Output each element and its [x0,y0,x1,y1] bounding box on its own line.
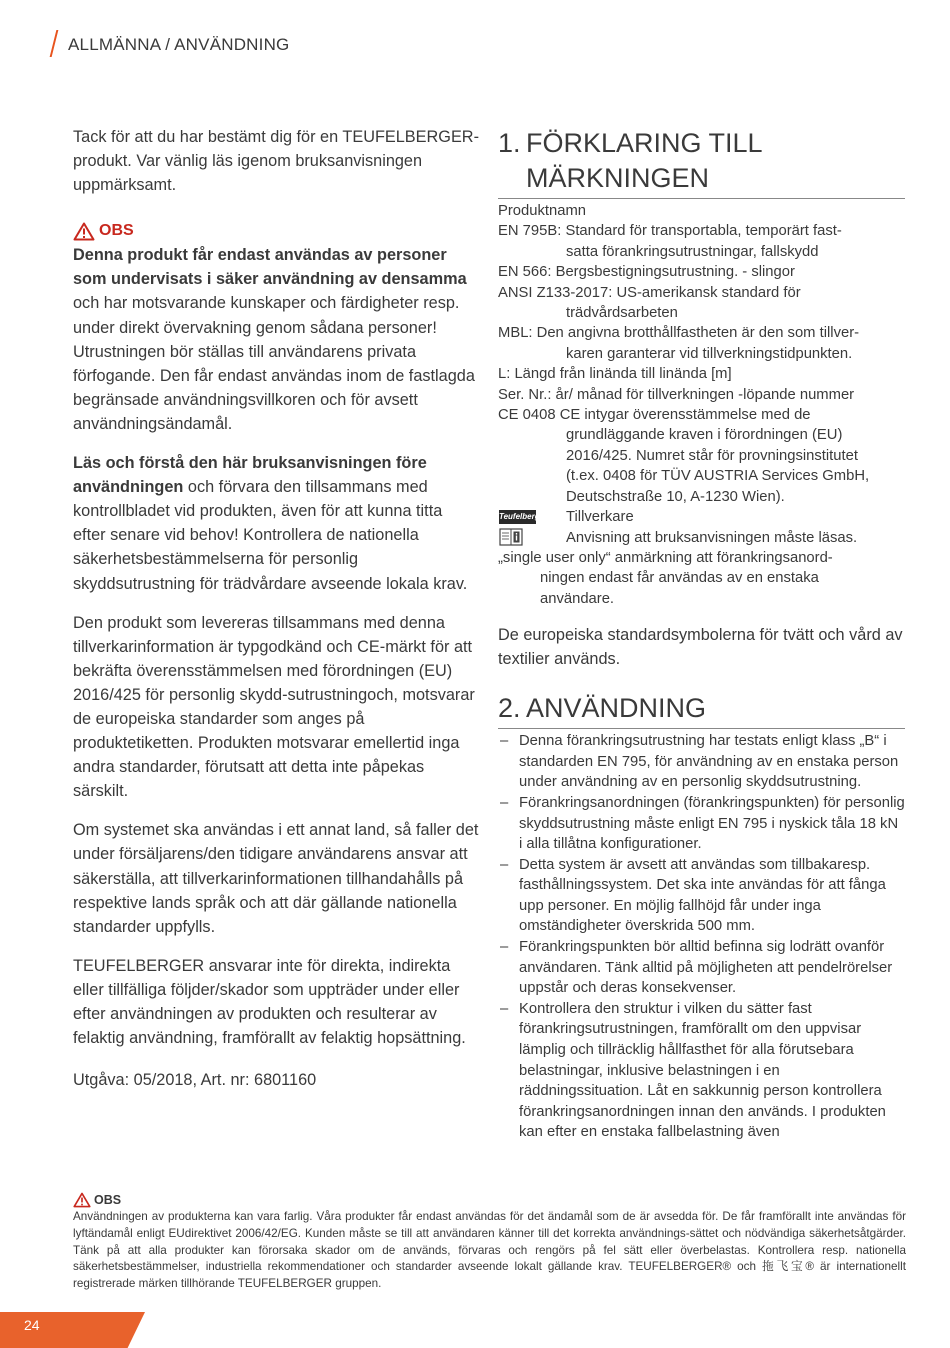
page-number: 24 [24,1317,40,1333]
list-item [498,793,905,855]
list-item [498,937,905,999]
section1-rule [498,198,905,199]
footer-text: Användningen av produkterna kan vara farlig. Våra produkter får endast användas för det ändamål som de är avsedda för. De får framförallt inte användas för lyftändamål enligt EUdirektivet 2006/42/EG. Kunden måste se till att användaren känner till det korrekta användnings-sättet och nödvändiga säkerhetsåtgärder. Tänk på att alla produkter kan förorsaka skador om de används, förvaras och rengörs på fel sätt eller överbelastas. Kontrollera resp. nationella säkerhetsbestämmelser, industriella rekommendationer och standarder avseende lokalt gällande krav. TEUFELBERGER® och 拖飞宝® är internationellt registrerade märken tillhörande TEUFELBERGER gruppen. [73,1210,906,1291]
def-en795b-line2: satta förankringsutrustningar, fallskydd [566,243,819,260]
def-produktnamn: Produktnamn [498,203,587,219]
warning-icon [73,222,95,241]
list-item [498,855,905,937]
obs-label: OBS [99,222,134,240]
section2-heading [498,691,905,726]
def-serial: Ser. Nr.: år/ månad för tillverkningen -löpande nummer [498,386,855,403]
def-en566: EN 566: Bergsbestigningsutrustning. - slingor [498,264,795,281]
warning-icon [73,1192,91,1208]
def-ce-line3: 2016/425. Numret står för provningsinstitutet [566,447,858,464]
usage-item-2: Förankringsanordningen (förankringspunkten) för personlig skyddsutrustning måste enligt EN 795 i nyskick tåla 18 kN i alla tillåtna konfigurationer. [519,794,905,853]
section1-title-line1: FÖRKLARING TILL [526,128,763,158]
footer-obs-label: OBS [94,1193,122,1207]
obs-heading [73,219,479,243]
usage-item-1: Denna förankringsutrustning har testats enligt klass „B“ i standarden EN 795, för användning av en enstaka person under användning av en personlig skyddsutrustning. [519,733,899,791]
liability-paragraph: TEUFELBERGER ansvarar inte för direkta, indirekta eller tillfälliga följder/skador som uppträder under eller efter användningen av produkten och resulterar av felaktig användning, framförallt av felaktig hopsättning. [73,956,466,1048]
def-ce-line2: grundläggande kraven i förordningen (EU) [566,427,843,444]
def-single-line3: användare. [540,590,615,607]
usage-item-3: Detta system är avsett att användas som tillbakaresp. fasthållningssystem. Det ska inte användas för att fånga upp personer. En möjlig fallhöjd får under inga omständigheter överskrida 500 mm. [519,856,886,935]
obs-rest-text: och har motsvarande kunskaper och färdigheter resp. under direkt övervakning genom sådana personer! Utrustningen bör ställas till användarens privata förfogande. Den får endast användas inom de fastlagda begränsade användningsvillkoren och för avsett användningsändamål. [73,294,475,433]
list-dash: – [500,733,509,750]
ce-paragraph: Den produkt som levereras tillsammans med denna tillverkarinformation är typgodkänd och CE-märkt för att bekräfta överensstämmelsen med förordningen (EU) 2016/425 för personlig skydd-sutrustningoch, motsvarar de europeiska standarder som anges på produktetiketten. Produkten motsvarar emellertid inga andra standarder, förutsatt att detta inte påpekas särskilt. [73,613,475,801]
read-paragraph [73,451,479,596]
country-paragraph: Om systemet ska användas i ett annat land, så faller det under försäljarens/den tidigare användarens ansvar att säkerställa, att tillverkarinformationen tillhandahålls på respektive lands språk och att där gällande nationella standarder uppfylls. [73,821,479,936]
left-column [73,125,479,1107]
list-dash: – [500,1000,509,1017]
manufacturer-label: Tillverkare [566,509,634,526]
manufacturer-logo: Teufelberger [499,510,536,524]
right-column [498,126,905,1143]
def-ce-line1: CE 0408 CE intygar överensstämmelse med de [498,407,811,424]
usage-list [498,731,905,1143]
def-single-line2: ningen endast får användas av en enstaka [540,570,819,587]
footer-notice [73,1191,906,1293]
read-bold-text: Läs och förstå den här bruksanvisningen före användningen [73,454,427,497]
edition-text: Utgåva: 05/2018, Art. nr: 6801160 [73,1071,317,1090]
section2-rule [498,728,905,729]
def-ce-line4: (t.ex. 0408 för TÜV AUSTRIA Services GmbH, [566,468,870,485]
usage-item-5: Kontrollera den struktur i vilken du sätter fast förankringsutrustningen, framförallt om den uppvisar lämplig och tillräcklig hållfasthet för alla förutsebara belastningar, inklusive belastningen i en räddningssituation. Låt en sakkunnig person kontrollera förankringsanordningen innan den används. I produkten kan efter en enstaka fallbelastning även [519,1000,886,1141]
manual-label: Anvisning att bruksanvisningen måste läsas. [566,529,858,546]
section1-heading [498,126,905,196]
header-title: ALLMÄNNA / ANVÄNDNING [68,35,290,54]
def-mbl-line1: MBL: Den angivna brotthållfastheten är den som tillver- [498,325,860,342]
def-ansi-line2: trädvårdsarbeten [566,305,678,322]
section1-number: 1. [498,128,521,158]
marking-definitions [498,201,905,609]
list-dash: – [500,939,509,956]
footer-obs-heading [73,1191,906,1209]
def-mbl-line2: karen garanterar vid tillverkningstidpunkten. [566,345,853,362]
intro-paragraph: Tack för att du har bestämt dig för en TEUFELBERGER-produkt. Var vänlig läs igenom bruksanvisningen uppmärksamt. [73,128,479,195]
def-manual [498,528,905,548]
list-item [498,999,905,1143]
obs-paragraph [73,243,479,436]
read-rest-text: och förvara den tillsammans med kontrollbladet vid produkten, även för att kunna titta efter senare vid behov! Kontrollera de nationella säkerhetsbestämmelserna för personlig skyddsutrustning för trädvårdare avseende lokala krav. [73,478,468,593]
section2-number: 2. [498,693,521,724]
list-item [498,731,905,793]
def-manufacturer [498,507,905,527]
textile-paragraph: De europeiska standardsymbolerna för tvätt och vård av textilier används. [498,626,903,669]
obs-bold-text: Denna produkt får endast användas av personer som undervisats i säker användning av densamma [73,246,467,289]
def-ce-line5: Deutschstraße 10, A-1230 Wien). [566,488,785,505]
list-dash: – [500,856,509,873]
def-en795b-line1: EN 795B: Standard för transportabla, temporärt fast- [498,223,842,240]
def-single-line1: „single user only“ anmärkning att förankringsanord- [498,549,833,566]
read-manual-icon [499,528,523,546]
section1-title-line2: MÄRKNINGEN [526,163,710,193]
header-slash-mark [50,30,58,56]
page-number-tab [0,1312,145,1348]
usage-item-4: Förankringspunkten bör alltid befinna sig lodrätt ovanför användaren. Tänk alltid på möjligheten att pendelrörelser uppstår och deras konsekvenser. [519,939,893,997]
list-dash: – [500,794,509,811]
def-ansi-line1: ANSI Z133-2017: US-amerikansk standard för [498,284,801,301]
section2-title: ANVÄNDNING [526,693,707,724]
def-length: L: Längd från linända till linända [m] [498,366,732,383]
